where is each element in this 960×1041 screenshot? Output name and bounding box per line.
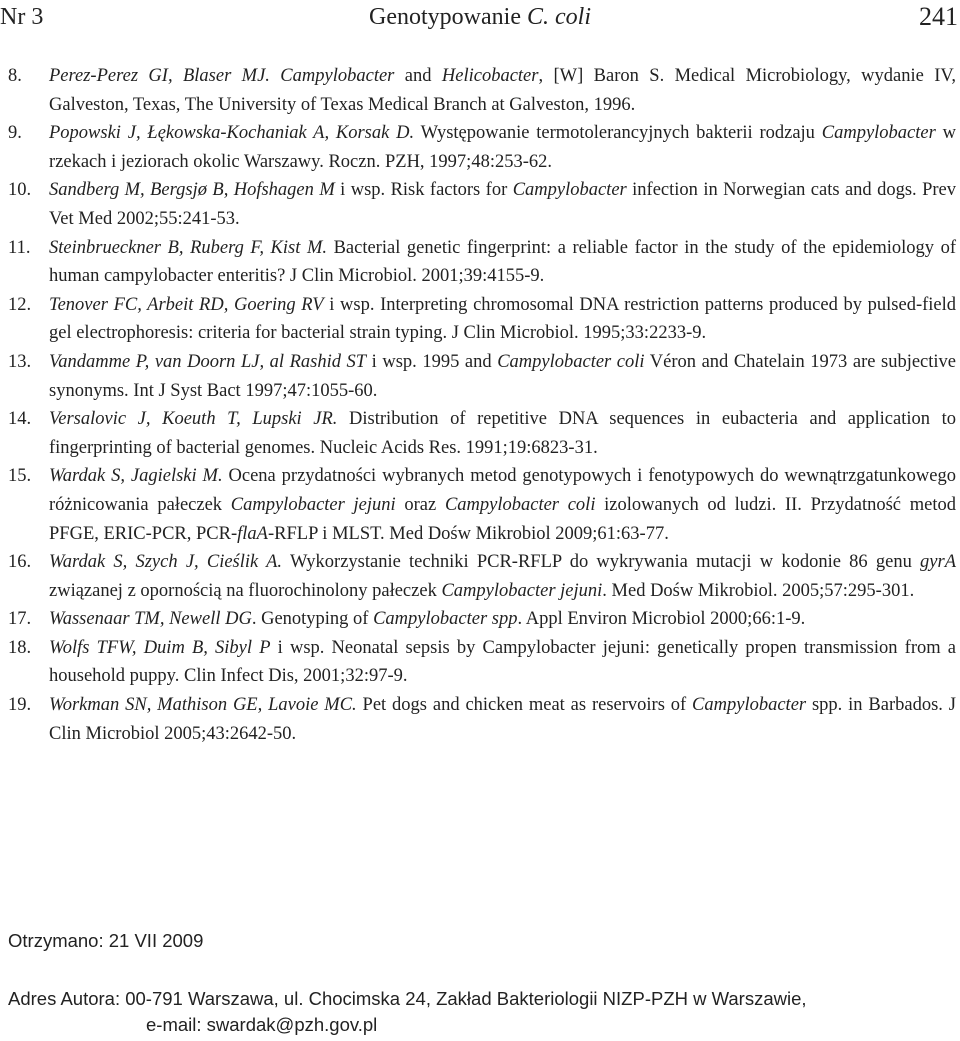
running-title [0, 2, 960, 32]
reference-number: 16. [8, 552, 32, 573]
reference-number: 10. [8, 180, 32, 201]
running-title-plain: Genotypowanie [369, 4, 527, 30]
reference-plain-text: . Med Dośw Mikrobiol. 2005;57:295-301. [602, 580, 915, 601]
reference-plain-text: związanej z opornością na fluorochinolony pałeczek [49, 580, 442, 601]
email-line: e-mail: swardak@pzh.gov.pl [146, 1014, 378, 1035]
reference-text [49, 462, 956, 548]
reference-text [49, 605, 956, 634]
reference-number: 9. [8, 123, 22, 144]
reference-number: 12. [8, 294, 32, 315]
reference-text [49, 176, 956, 233]
reference-plain-text: Pet dogs and chicken meat as reservoirs of [356, 695, 693, 716]
reference-italic-text: Wardak S, Jagielski M. [49, 466, 223, 487]
reference-plain-text: . Genotyping of [251, 609, 374, 630]
reference-italic-text: Helicobacter [441, 66, 539, 86]
reference-italic-text: gyrA [920, 552, 957, 573]
running-title-italic: C. coli [526, 4, 591, 30]
reference-number: 17. [8, 609, 32, 630]
reference-item [8, 462, 956, 548]
reference-italic-text: Campylobacter jejuni [230, 494, 396, 515]
reference-item [8, 62, 956, 119]
reference-plain-text: oraz [395, 494, 445, 515]
reference-item [8, 634, 956, 691]
reference-plain-text: w rzekach i jeziorach okolic Warszawy. Roczn. PZH, 1997;48:253-62. [49, 123, 956, 172]
reference-italic-text: Wassenaar TM, Newell DG [49, 609, 252, 630]
reference-plain-text: Véron and Chatelain 1973 are subjective synonyms. Int J Syst Bact 1997;47:1055-60. [49, 351, 957, 401]
reference-italic-text: Campylobacter [821, 123, 936, 144]
reference-plain-text: and [394, 66, 442, 86]
reference-italic-text: Perez-Perez GI, Blaser MJ. Campylobacter [49, 66, 395, 86]
reference-plain-text: -RFLP i MLST. Med Dośw Mikrobiol 2009;61:63-77. [267, 523, 669, 544]
reference-list [8, 62, 956, 748]
reference-italic-text: Steinbrueckner B, Ruberg F, Kist M. [49, 237, 327, 258]
reference-italic-text: Vandamme P, van Doorn LJ, al Rashid ST [49, 351, 367, 372]
reference-item [8, 234, 956, 291]
reference-italic-text: Tenover FC, Arbeit RD, Goering RV [49, 294, 324, 315]
reference-plain-text: infection in Norwegian cats and dogs. Prev Vet Med 2002;55:241-53. [49, 180, 956, 229]
reference-plain-text: Wykorzystanie techniki PCR-RFLP do wykrywania mutacji w kodonie 86 genu [282, 552, 921, 573]
reference-item [8, 291, 956, 348]
reference-plain-text: spp. in Barbados. J Clin Microbiol 2005;43:2642-50. [49, 695, 956, 744]
reference-item [8, 691, 956, 748]
page-header [0, 0, 960, 40]
reference-number: 15. [8, 466, 32, 487]
reference-italic-text: Wolfs TFW, Duim B, Sibyl P [49, 637, 271, 658]
reference-number: 19. [8, 695, 32, 716]
reference-number: 8. [8, 66, 22, 86]
reference-plain-text: i wsp. Interpreting chromosomal DNA restriction patterns produced by pulsed-field gel electrophoresis: criteria for bacterial strain typing. J Clin Microbiol. 1995;33:2233-9. [49, 294, 957, 344]
reference-plain-text: Występowanie termotolerancyjnych bakterii rodzaju [414, 123, 822, 144]
reference-plain-text: i wsp. Neonatal sepsis by Campylobacter jejuni: genetically propen transmission from a household puppy. Clin Infect Dis, 2001;32:97-9. [49, 637, 956, 687]
reference-italic-text: Sandberg M, Bergsjø B, Hofshagen M [49, 180, 335, 201]
reference-item [8, 119, 956, 176]
reference-text [49, 691, 956, 748]
reference-number: 13. [8, 351, 32, 372]
reference-italic-text: Campylobacter spp [373, 609, 518, 630]
reference-italic-text: Wardak S, Szych J, Cieślik A. [49, 552, 283, 573]
reference-text [49, 634, 956, 691]
reference-plain-text: i wsp. 1995 and [366, 351, 498, 372]
reference-text [49, 119, 956, 176]
reference-italic-text: flaA [237, 523, 268, 544]
reference-plain-text: . Appl Environ Microbiol 2000;66:1-9. [517, 609, 806, 630]
reference-italic-text: Campylobacter [512, 180, 627, 201]
reference-text [49, 234, 956, 291]
reference-item [8, 176, 956, 233]
address-line: Adres Autora: 00-791 Warszawa, ul. Chocimska 24, Zakład Bakteriologii NIZP-PZH w Warszawie, [8, 988, 807, 1009]
reference-text [49, 348, 956, 405]
reference-plain-text: izolowanych od ludzi. II. Przydatność metod PFGE, ERIC-PCR, PCR- [49, 494, 956, 544]
reference-item [8, 605, 956, 634]
reference-item [8, 405, 956, 462]
reference-text [49, 548, 956, 605]
journal-issue: Nr 3 [0, 4, 44, 30]
reference-italic-text: Campylobacter coli [497, 351, 645, 372]
reference-number: 14. [8, 409, 32, 430]
reference-italic-text: Campylobacter coli [444, 494, 596, 515]
reference-number: 18. [8, 637, 32, 658]
reference-text [49, 405, 956, 462]
author-address [8, 986, 807, 1038]
reference-plain-text: , [W] Baron S. Medical Microbiology, wydanie IV, Galveston, Texas, The University of Texas Medical Branch at Galveston, 1996. [49, 66, 956, 115]
reference-plain-text: Bacterial genetic fingerprint: a reliable factor in the study of the epidemiology of human campylobacter enteritis? J Clin Microbiol. 2001;39:4155-9. [49, 237, 956, 287]
reference-plain-text: Ocena przydatności wybranych metod genotypowych i fenotypowych do wewnątrzgatunkowego różnicowania pałeczek [49, 466, 956, 515]
reference-number: 11. [8, 237, 31, 258]
reference-italic-text: Popowski J, Łękowska-Kochaniak A, Korsak D. [49, 123, 415, 144]
reference-text [49, 62, 956, 119]
reference-item [8, 548, 956, 605]
reference-italic-text: Workman SN, Mathison GE, Lavoie MC. [49, 695, 357, 716]
reference-italic-text: Campylobacter [692, 695, 807, 716]
reference-plain-text: Distribution of repetitive DNA sequences in eubacteria and application to fingerprinting of bacterial genomes. Nucleic Acids Res. 1991;19:6823-31. [49, 409, 957, 458]
reference-plain-text: i wsp. Risk factors for [334, 180, 513, 201]
reference-text [49, 291, 956, 348]
reference-italic-text: Campylobacter jejuni [441, 580, 603, 601]
page-number: 241 [919, 2, 958, 31]
reference-italic-text: Versalovic J, Koeuth T, Lupski JR. [49, 409, 338, 430]
reference-item [8, 348, 956, 405]
received-date: Otrzymano: 21 VII 2009 [8, 930, 204, 951]
